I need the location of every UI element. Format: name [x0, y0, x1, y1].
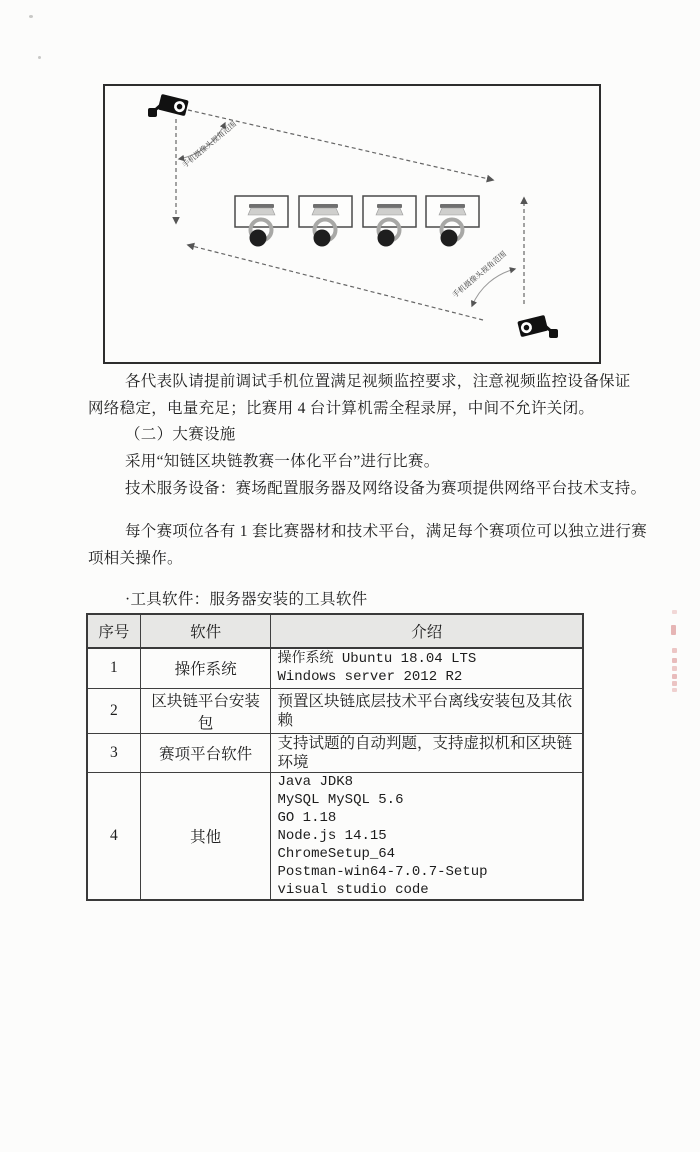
cell-intro [271, 772, 583, 900]
intro-line: visual studio code [277, 881, 429, 898]
intro-line: Postman-win64-7.0.7-Setup [277, 863, 488, 880]
cell-intro [271, 648, 583, 688]
intro-line: 操作系统 Ubuntu 18.04 LTS [277, 651, 477, 668]
ink-bleed-mark [672, 648, 677, 653]
cell-intro [271, 733, 583, 772]
section-heading: （二）大赛设施 [125, 426, 236, 443]
view-range-line-top [188, 110, 493, 180]
intro-line: Java JDK8 [277, 773, 354, 790]
ink-bleed-mark [672, 658, 677, 663]
ink-bleed-mark [672, 681, 677, 686]
workstation-icon [363, 196, 416, 247]
paper-speck [38, 56, 41, 59]
cell-no: 3 [87, 733, 140, 772]
workstation-icon [299, 196, 352, 247]
view-angle-label-top-left: 手机摄像头视角范围 [180, 119, 238, 170]
cell-software: 区块链平台安装包 [140, 688, 271, 733]
bullet-line-tool-software: ·工具软件：服务器安装的工具软件 [125, 591, 368, 608]
ink-bleed-mark [672, 688, 677, 692]
table-row [87, 688, 583, 733]
ink-bleed-mark [671, 625, 676, 635]
header-no: 序号 [87, 614, 140, 648]
paragraph-line: 技术服务设备：赛场配置服务器及网络设备为赛项提供网络平台技术支持。 [125, 480, 647, 497]
cell-no: 4 [87, 772, 140, 900]
table-row [87, 733, 583, 772]
cell-no: 2 [87, 688, 140, 733]
intro-line: Node.js 14.15 [277, 827, 387, 844]
table-row [87, 648, 583, 688]
intro-line: 预置区块链底层技术平台离线安装包及其依赖 [277, 692, 572, 729]
cctv-camera-icon-top-left [148, 94, 189, 117]
intro-line: GO 1.18 [277, 809, 337, 826]
intro-line: MySQL MySQL 5.6 [277, 791, 404, 808]
intro-line: ChromeSetup_64 [277, 845, 396, 862]
monitoring-diagram-canvas [105, 86, 599, 362]
intro-line: Windows server 2012 R2 [277, 669, 463, 686]
cell-no: 1 [87, 648, 140, 688]
ink-bleed-mark [672, 674, 677, 679]
cell-software: 其他 [140, 772, 271, 900]
table-row [87, 772, 583, 900]
cell-software: 操作系统 [140, 648, 271, 688]
software-table [86, 613, 584, 901]
cell-software: 赛项平台软件 [140, 733, 271, 772]
paragraph-line: 采用“知链区块链教赛一体化平台”进行比赛。 [125, 453, 440, 470]
cell-intro [271, 688, 583, 733]
paragraph-line: 每个赛项位各有 1 套比赛器材和技术平台，满足每个赛项位可以独立进行赛 [125, 523, 648, 540]
view-angle-label-bottom-right: 手机摄像头视角范围 [450, 249, 508, 300]
monitoring-diagram [103, 84, 601, 364]
cctv-camera-icon-bottom-right [517, 315, 558, 338]
intro-line: 支持试题的自动判题，支持虚拟机和区块链环境 [277, 734, 572, 771]
header-intro: 介绍 [271, 614, 583, 648]
paragraph-line: 网络稳定，电量充足；比赛用 4 台计算机需全程录屏，中间不允许关闭。 [88, 400, 595, 417]
paragraph-line: 各代表队请提前调试手机位置满足视频监控要求，注意视频监控设备保证 [125, 373, 631, 390]
workstation-icon [426, 196, 479, 247]
view-range-line-bottom [188, 245, 483, 320]
ink-bleed-mark [672, 610, 677, 614]
workstation-icon [235, 196, 288, 247]
header-software: 软件 [140, 614, 271, 648]
paragraph-line: 项相关操作。 [88, 550, 183, 567]
table-header-row [87, 614, 583, 648]
paper-speck [29, 15, 33, 18]
ink-bleed-mark [672, 666, 677, 671]
